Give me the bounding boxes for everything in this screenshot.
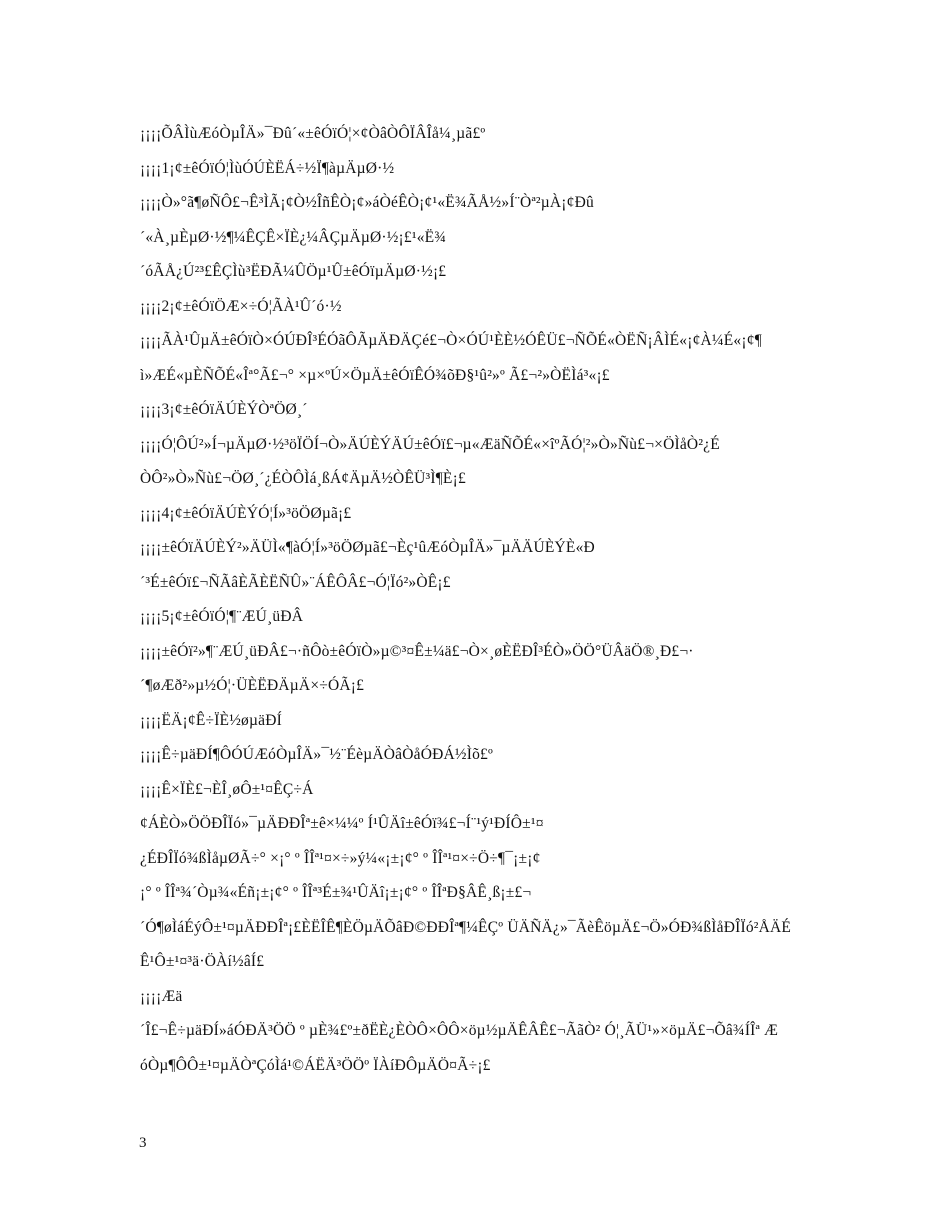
text-line: ´Ó¶øÌáÉýÔ±¹¤µÄÐÐÎª¡£ÈËÎÊ¶ÈÖµÄÕâÐ©ÐÐÎª¶¼ÊÇº ÜÄÑÄ¿»¯ÃèÊöµÄ£¬Ö»ÓÐ¾ßÌåÐÎÏó²ÅÄÉ	[140, 918, 792, 936]
text-line: ¡¡¡¡Ó¦ÔÚ²»Í¬µÄµØ·½³öÏÖÍ¬Ò»ÄÚÈÝÄÚ±êÓï£¬µ«ÆäÑÕÉ«×îºÃÓ¦²»Ò»Ñù£¬×ÖÌåÒ²¿É	[140, 435, 720, 453]
text-line: Ê¹Ô±¹¤³ä·ÖÀí½âÍ£	[140, 953, 265, 970]
text-line: ¡¡¡¡±êÓï²»¶¨ÆÚ¸üÐÂ£¬·ñÔò±êÓïÒ»µ©³¤Ê±¼ä£¬Ò×¸øÈËÐÎ³ÉÒ»ÖÖ°ÜÂäÖ®¸Ð£¬·	[140, 642, 694, 660]
text-line: ´³É±êÓï£¬ÑÃâÈÃÈËÑÛ»¨ÁÊÔÂ£¬Ó¦Ïó²»ÒÊ¡£	[140, 573, 451, 591]
text-line: ¡¡¡¡3¡¢±êÓïÄÚÈÝÒªÖØ¸´	[140, 401, 308, 418]
text-line: ÒÔ²»Ò»Ñù£¬ÖØ¸´¿ÉÒÔÌá¸ßÁ¢ÄµÄ½ÒÊÜ³Ì¶È¡£	[140, 470, 466, 487]
text-line: ¡¡¡¡Ò»°ã¶øÑÔ£¬Ê³ÌÃ¡¢Ò½ÎñÊÒ¡¢»áÒéÊÒ¡¢¹«Ë¾ÃÅ½»Í¨Òª²µÀ¡¢Ðû	[140, 194, 594, 211]
text-line: ¡¡¡¡2¡¢±êÓïÖÆ×÷Ó¦ÃÀ¹Û´ó·½	[140, 297, 342, 315]
text-line: ¡¡¡¡5¡¢±êÓïÓ¦¶¨ÆÚ¸üÐÂ	[140, 608, 304, 625]
text-line: ¡¡¡¡Ê÷µäÐÍ¶ÔÓÚÆóÒµÎÄ»¯½¨ÉèµÄÒâÒåÓÐÁ½Ìõ£º	[140, 746, 493, 763]
text-line: ¡¡¡¡1¡¢±êÓïÓ¦ÌùÓÚÈËÁ÷½Ï¶àµÄµØ·½	[140, 159, 395, 177]
text-line: óÒµ¶ÔÔ±¹¤µÄÒªÇóÌá¹©ÁËÄ³ÖÖº ÏÀíÐÔµÄÖ¤Ã÷¡£	[140, 1056, 491, 1074]
text-line: ´óÃÅ¿Ú²³£ÊÇÌù³ËÐÃ¼ÛÖµ¹Û±êÓïµÄµØ·½¡£	[140, 263, 447, 280]
text-line: ¡¡¡¡4¡¢±êÓïÄÚÈÝÓ¦Í»³öÖØµã¡£	[140, 504, 352, 522]
text-line: ì»ÆÉ«µÈÑÕÉ«Îª°Ã£¬° ×µ×ºÚ×ÖµÄ±êÓïÊÓ¾õÐ§¹û²»º Ã£¬²»ÒËÌá³«¡£	[140, 366, 610, 384]
text-line: ´«À¸µÈµØ·½¶¼ÊÇÊ×ÏÈ¿¼ÂÇµÄµØ·½¡£¹«Ë¾	[140, 228, 447, 246]
text-line: ¡¡¡¡Ê×ÏÈ£¬ÈÎ¸øÔ±¹¤ÊÇ÷Á	[140, 780, 314, 798]
page-number: 3	[139, 1135, 147, 1151]
text-line: ¡¡¡¡ÃÀ¹ÛµÄ±êÓïÒ×ÓÚÐÎ³ÉÓãÔÃµÄÐÄÇé£¬Ò×ÓÚ¹ÈÈ½ÓÊÜ£¬ÑÕÉ«ÒËÑ¡ÂÌÉ«¡¢À¼É«¡¢¶	[140, 332, 762, 349]
text-line: ´Î£¬Ê÷µäÐÍ»áÓÐÄ³ÖÖ º µÈ¾£º±ðËÈ¿ÈÒÔ×ÔÔ×öµ½µÄÊÂÊ£¬ÃãÒ² Ó¦¸ÃÜ¹»×öµÄ£¬Õâ¾ÍÎª Æ	[140, 1022, 779, 1039]
text-line: ¡¡¡¡Æä	[140, 987, 183, 1005]
text-line: ¡¡¡¡ÕÂÌùÆóÒµÎÄ»¯Ðû´«±êÓïÓ¦×¢ÒâÒÔÏÂÎå¼¸µã£º	[140, 125, 486, 142]
text-line: ¡¡¡¡±êÓïÄÚÈÝ²»ÄÜÌ«¶àÓ¦Í»³öÖØµã£¬Èç¹ûÆóÒµÎÄ»¯µÄÄÚÈÝÈ«Ð	[140, 539, 595, 556]
text-line: ¡¡¡¡ËÄ¡¢Ê÷ÏÈ½øµäÐÍ	[140, 711, 282, 729]
document-body	[140, 117, 820, 1083]
text-line: ¡° º ÎÎª¾´Òµ¾«Éñ¡±¡¢° º ÎÎª³É±¾¹ÛÄî¡±¡¢° º ÎÎªÐ§ÂÊ¸ß¡±£¬	[140, 884, 532, 901]
text-line: ¢ÁÈÒ»ÖÖÐÎÏó»¯µÄÐÐÎª±ê×¼¼º Í¹ÛÄî±êÓï¾£¬Í¨¹ý¹ÐÍÔ±¹¤	[140, 815, 544, 832]
text-line: ¿ÉÐÎÏó¾ßÌåµØÃ÷° ×¡° º ÎÎª¹¤×÷»ý¼«¡±¡¢° º ÎÎª¹¤×÷Ö÷¶¯¡±¡¢	[140, 849, 541, 867]
text-line: ´¶øÆð²»µ½Ó¦·ÜÈËÐÄµÄ×÷ÓÃ¡£	[140, 677, 365, 694]
